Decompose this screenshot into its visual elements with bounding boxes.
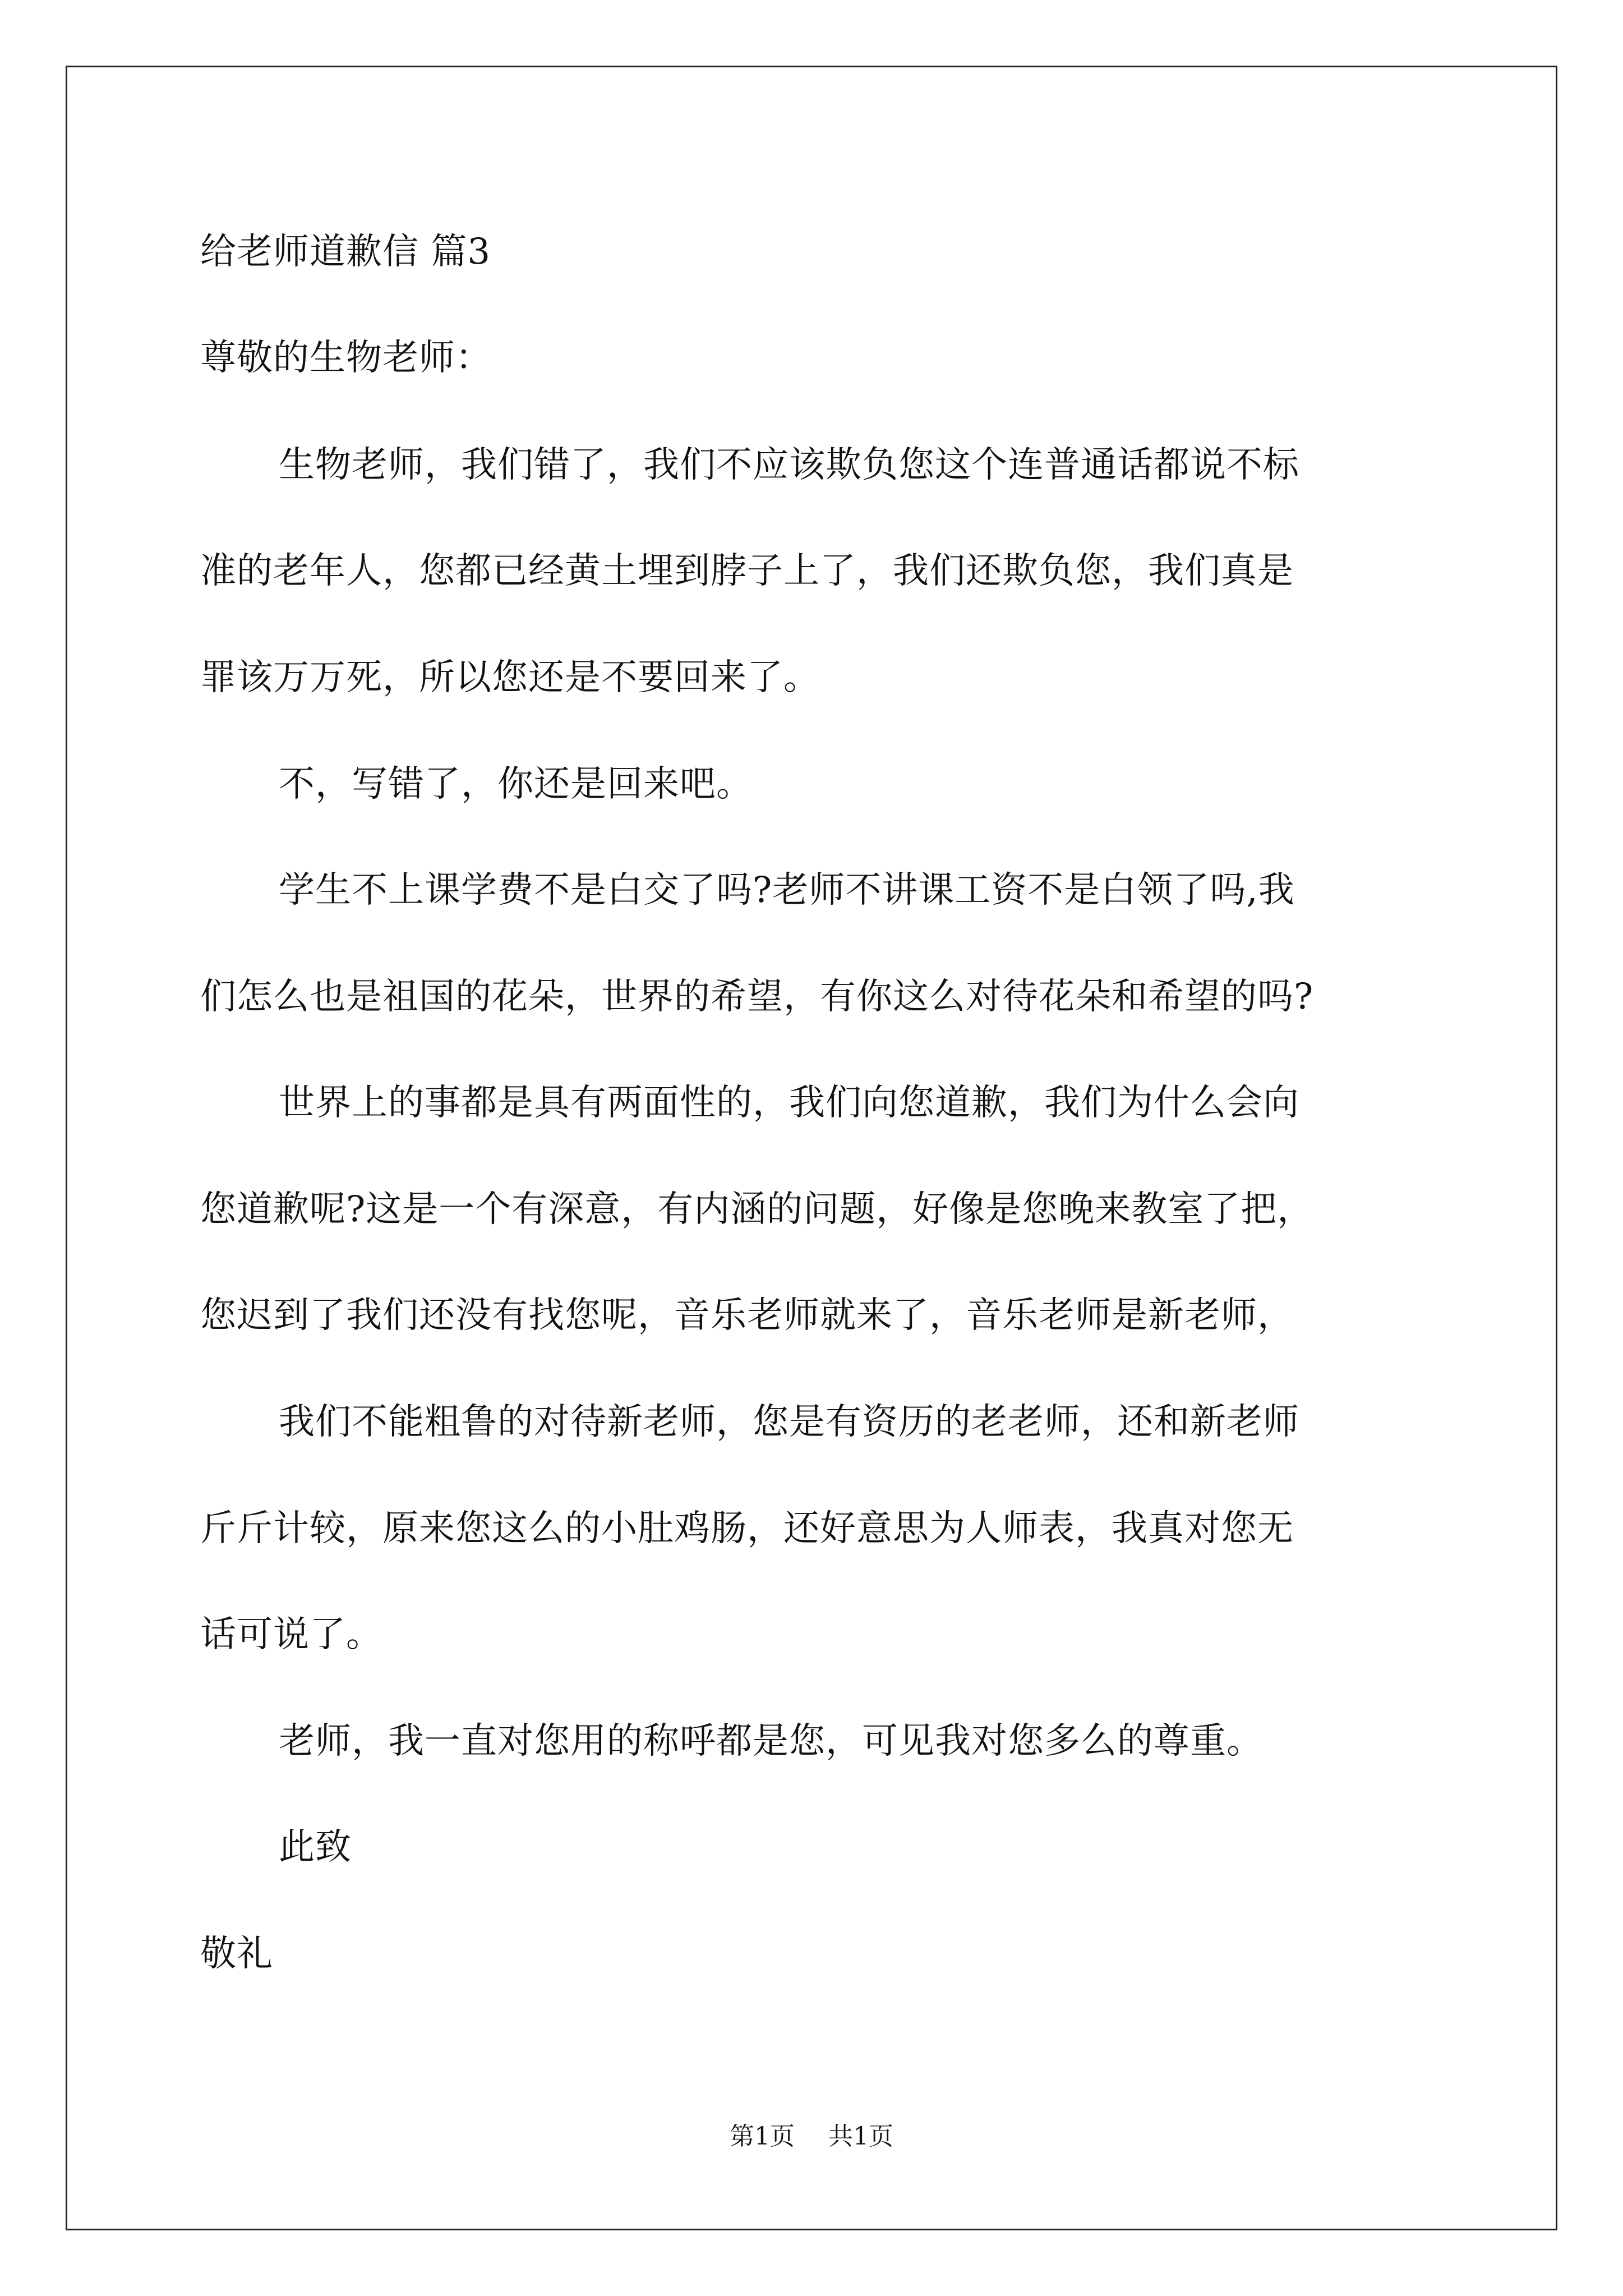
page-border [66, 66, 1557, 2230]
body-line: 罪该万万死，所以您还是不要回来了。 [200, 657, 820, 698]
document-title: 给老师道歉信 篇3 [200, 231, 491, 273]
body-line: 我们不能粗鲁的对待新老师，您是有资历的老老师，还和新老师 [279, 1401, 1299, 1443]
body-line: 学生不上课学费不是白交了吗?老师不讲课工资不是白领了吗,我 [279, 869, 1295, 911]
body-line: 不，写错了，你还是回来吧。 [279, 763, 753, 805]
page-total: 共1页 [828, 2122, 893, 2151]
body-line: 话可说了。 [200, 1614, 382, 1655]
body-line: 们怎么也是祖国的花朵，世界的希望，有你这么对待花朵和希望的吗? [200, 976, 1314, 1018]
body-line: 您道歉呢?这是一个有深意，有内涵的问题，好像是您晚来教室了把， [200, 1189, 1314, 1230]
closing-line: 此致 [279, 1826, 352, 1868]
body-line: 世界上的事都是具有两面性的，我们向您道歉，我们为什么会向 [279, 1082, 1299, 1124]
closing-regards: 敬礼 [200, 1933, 273, 1975]
page-number: 第1页 [730, 2122, 795, 2151]
body-line: 您迟到了我们还没有找您呢，音乐老师就来了，音乐老师是新老师， [200, 1295, 1294, 1336]
body-line: 生物老师，我们错了，我们不应该欺负您这个连普通话都说不标 [279, 444, 1299, 486]
page-footer [0, 2124, 1623, 2149]
body-line: 斤斤计较，原来您这么的小肚鸡肠，还好意思为人师表，我真对您无 [200, 1508, 1294, 1549]
body-line: 准的老年人，您都已经黄土埋到脖子上了，我们还欺负您，我们真是 [200, 550, 1294, 592]
body-line: 老师，我一直对您用的称呼都是您，可见我对您多么的尊重。 [279, 1720, 1263, 1762]
salutation: 尊敬的生物老师： [200, 337, 492, 379]
